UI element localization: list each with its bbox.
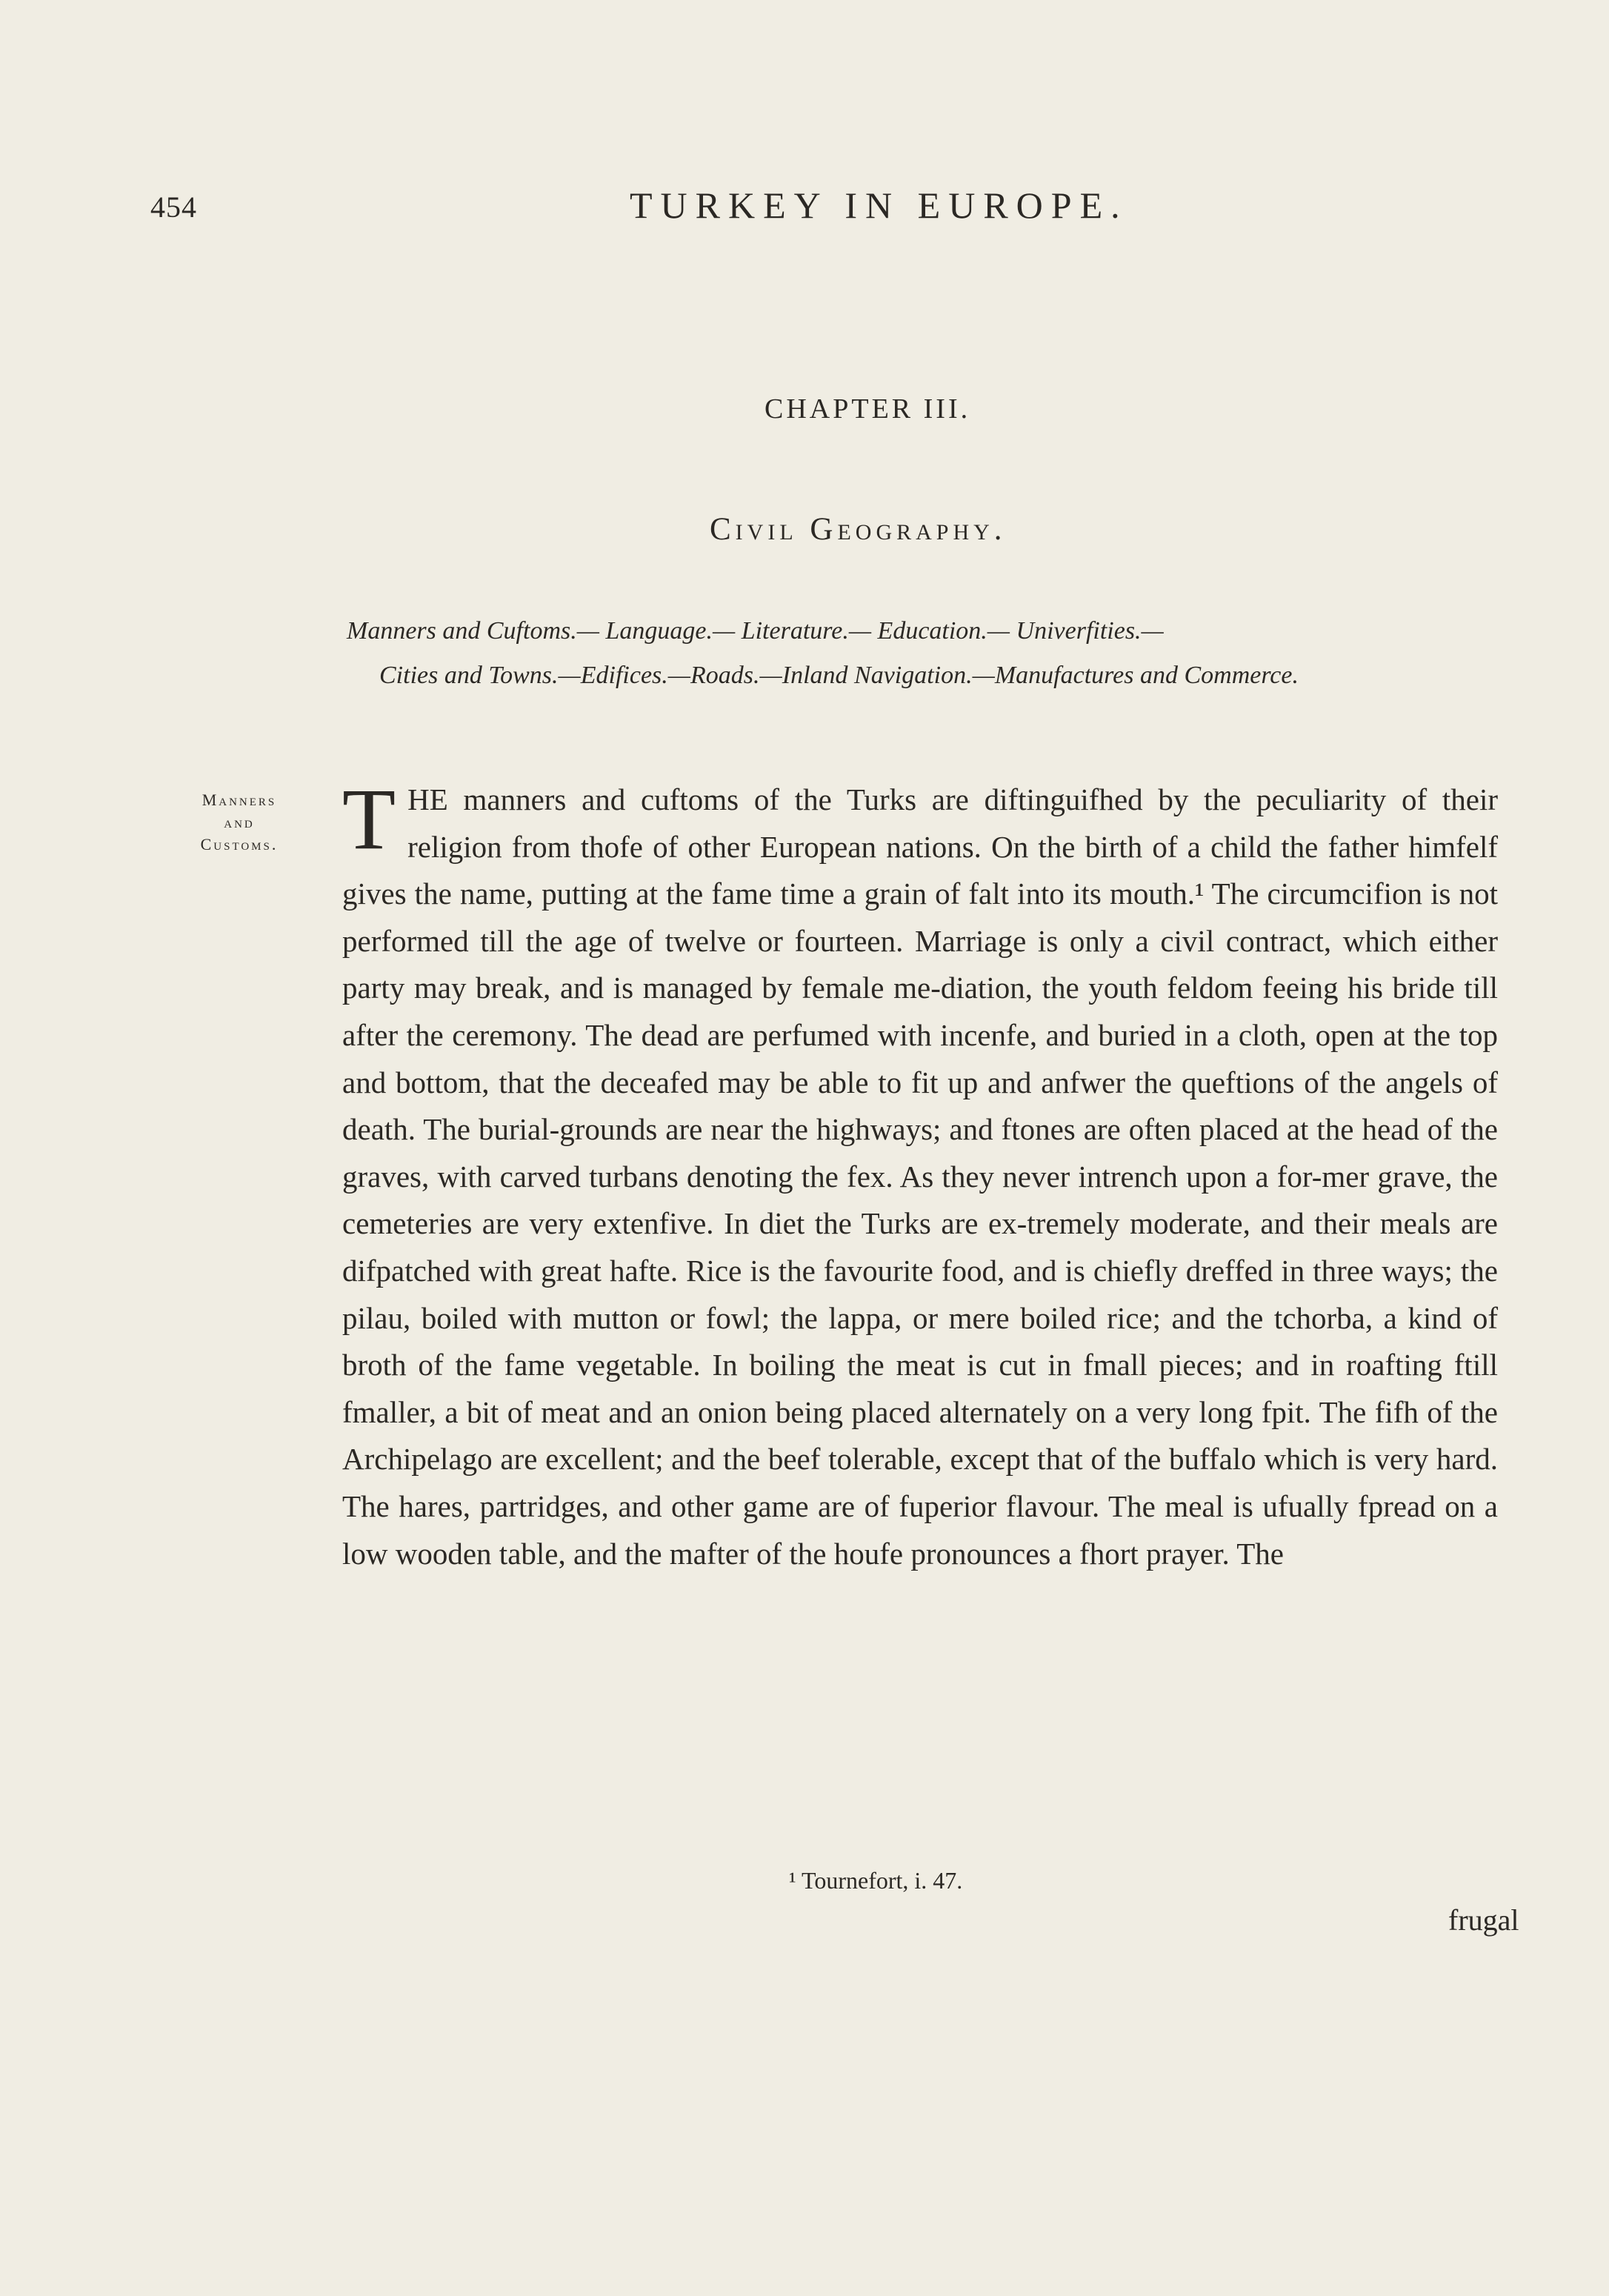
- body-paragraph: [342, 771, 1498, 1577]
- section-title: Civil Geography.: [710, 512, 1007, 547]
- contents-line-2: Cities and Towns.—Edifices.—Roads.—Inland Navigation.—Manufactures and Commerce.: [379, 662, 1299, 689]
- body-text: HE manners and cuftoms of the Turks are diftinguifhed by the peculiarity of their religion from thofe of other European nations. On the birth of a child the father himfelf gives the name, putting at the fame time a grain of falt into its mouth.¹ The circumcifion is not performed till the age of twelve or fourteen. Marriage is only a civil contract, which either party may break, and is managed by female me-diation, the youth feldom feeing his bride till after the ceremony. The dead are perfumed with incenfe, and buried in a cloth, open at the top and bottom, that the deceafed may be able to fit up and anfwer the queftions of the angels of death. The burial-grounds are near the highways; and ftones are often placed at the head of the graves, with carved turbans denoting the fex. As they never intrench upon a for-mer grave, the cemeteries are very extenfive. In diet the Turks are ex-tremely moderate, and their meals are difpatched with great hafte. Rice is the favourite food, and is chiefly dreffed in three ways; the pilau, boiled with mutton or fowl; the lappa, or mere boiled rice; and the tchorba, a kind of broth of the fame vegetable. In boiling the meat is cut in fmall pieces; and in roafting ftill fmaller, a bit of meat and an onion being placed alternately on a very long fpit. The fifh of the Archipelago are excellent; and the beef tolerable, except that of the buffalo which is very hard. The hares, partridges, and other game are of fuperior flavour. The meal is ufually fpread on a low wooden table, and the mafter of the houfe pronounces a fhort prayer. The: [342, 782, 1498, 1571]
- chapter-contents: [347, 609, 1499, 698]
- contents-line-1: Manners and Cuftoms.— Language.— Literature.— Education.— Univerfities.—: [347, 617, 1164, 645]
- catchword: frugal: [1448, 1903, 1519, 1937]
- margin-note-line-2: and: [224, 813, 255, 831]
- running-head: TURKEY IN EUROPE.: [630, 184, 1128, 226]
- footnote: ¹ Tournefort, i. 47.: [789, 1867, 963, 1894]
- margin-note: [169, 789, 310, 856]
- margin-note-line-1: Manners: [201, 791, 277, 809]
- page-number: 454: [150, 190, 197, 224]
- drop-cap: T: [342, 771, 396, 868]
- margin-note-line-3: Customs.: [200, 835, 279, 853]
- chapter-heading: CHAPTER III.: [764, 393, 971, 425]
